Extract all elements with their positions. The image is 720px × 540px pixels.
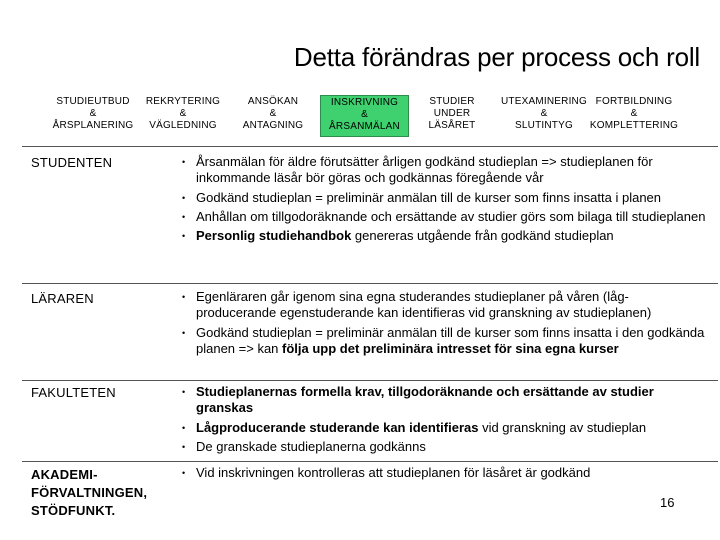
bullet-list-fakulteten: [178, 384, 708, 458]
list-item: • Lågproducerande studerande kan identifieras vid granskning av studieplan: [178, 420, 708, 436]
row-divider: [22, 461, 718, 462]
role-label-fakulteten: FAKULTETEN: [31, 385, 116, 400]
list-item: • Studieplanernas formella krav, tillgodoräknande och ersättande av studier granskas: [178, 384, 708, 417]
process-step-rekrytering: REKRYTERING & VÄGLEDNING: [145, 96, 221, 131]
process-step-ansokan: ANSÖKAN & ANTAGNING: [242, 96, 304, 131]
row-divider: [22, 283, 718, 284]
page-number: 16: [660, 495, 675, 510]
bullet-list-lararen: [178, 289, 708, 360]
slide-title: Detta förändras per process och roll: [293, 42, 700, 72]
list-item: • Godkänd studieplan = preliminär anmälan till de kurser som finns insatta i planen: [178, 190, 708, 206]
process-step-fortbildning: FORTBILDNING & KOMPLETTERING: [589, 96, 679, 131]
row-divider: [22, 146, 718, 147]
process-step-inskrivning: INSKRIVNING & ÅRSANMÄLAN: [320, 95, 409, 137]
process-step-studieutbud: STUDIEUTBUD & ÅRSPLANERING: [52, 96, 134, 131]
list-item: • De granskade studieplanerna godkänns: [178, 439, 708, 455]
role-label-studenten: STUDENTEN: [31, 155, 113, 170]
list-item: • Godkänd studieplan = preliminär anmälan till de kurser som finns insatta i den godkända planen => kan följa upp det preliminära intresset för sina egna kurser: [178, 325, 708, 358]
bullet-list-akademiforvaltningen: [178, 465, 708, 484]
row-divider: [22, 380, 718, 381]
list-item: • Personlig studiehandbok genereras utgående från godkänd studieplan: [178, 228, 708, 244]
process-step-studier: STUDIER UNDER LÄSÅRET: [428, 96, 476, 131]
list-item: • Egenläraren går igenom sina egna studerandes studieplaner på våren (låg-producerande egenstuderande kan identifieras vid granskning av studieplanen): [178, 289, 708, 322]
list-item: • Årsanmälan för äldre förutsätter årligen godkänd studieplan => studieplanen för inkommande läsår bör göras och godkännas föregående vår: [178, 154, 708, 187]
bullet-list-studenten: [178, 154, 708, 247]
list-item: • Anhållan om tillgodoräknande och ersättande av studier görs som bilaga till studieplanen: [178, 209, 708, 225]
role-label-akademiforvaltningen: AKADEMI- FÖRVALTNINGEN, STÖDFUNKT.: [31, 467, 148, 518]
process-step-utexaminering: UTEXAMINERING & SLUTINTYG: [501, 96, 587, 131]
list-item: • Vid inskrivningen kontrolleras att studieplanen för läsåret är godkänd: [178, 465, 708, 481]
role-label-lararen: LÄRAREN: [31, 291, 94, 306]
